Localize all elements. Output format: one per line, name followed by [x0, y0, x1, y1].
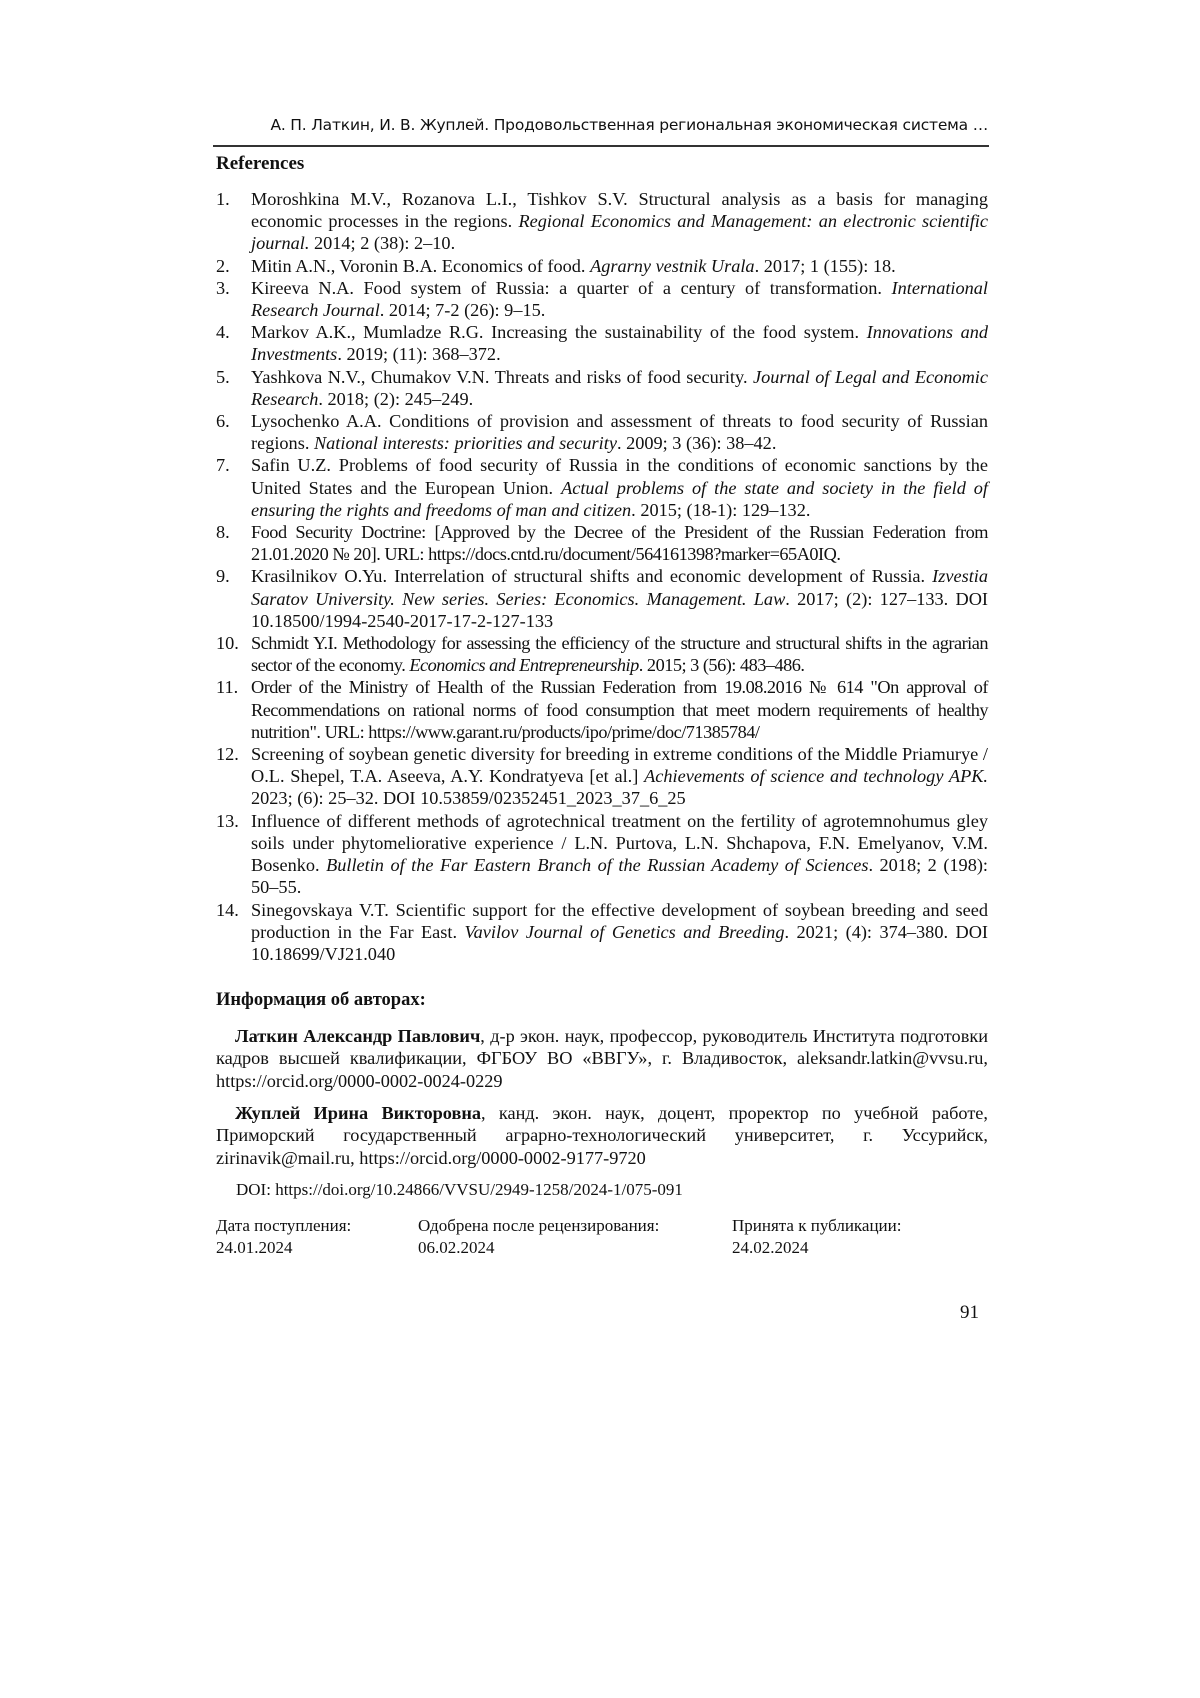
doi-line: DOI: https://doi.org/10.24866/VVSU/2949-1258/2024-1/075-091: [236, 1180, 683, 1199]
reference-item: [216, 410, 988, 454]
reference-text: Safin U.Z. Problems of food security of Russia in the conditions of economic sanctions by the United States and the European Union. Actual problems of the state and society in the field of ensuring the rights and freedoms of man and citizen. 2015; (18-1): 129–132.: [251, 455, 988, 520]
reference-item: [216, 321, 988, 365]
reference-text: Kireeva N.A. Food system of Russia: a quarter of a century of transformation. International Research Journal. 2014; 7-2 (26): 9–15.: [251, 277, 988, 321]
reference-item: [216, 565, 988, 632]
reference-text: Food Security Doctrine: [Approved by the Decree of the President of the Russian Federation from 21.01.2020 № 20]. URL: https://docs.cntd.ru/document/564161398?marker=65A0IQ.: [251, 522, 988, 565]
reference-number: 12.: [216, 744, 239, 765]
date-value: 06.02.2024: [418, 1238, 495, 1257]
reference-text: Screening of soybean genetic diversity for breeding in extreme conditions of the Middle Priamurye / O.L. Shepel, T.A. Aseeva, A.Y. Kondratyeva [et al.] Achievements of science and technology APK. 2023; (6): 25–32. DOI 10.53859/02352451_2023_37_6_25: [251, 744, 989, 809]
references-list: [216, 188, 988, 965]
reference-number: 9.: [216, 566, 230, 587]
author-details: , канд. экон. наук, доцент, проректор по учебной работе, Приморский государственный аграрно-технологический университет, г. Уссурийск, zirinavik@mail.ru, https://orcid.org/0000-0002-9177-9720: [216, 1103, 988, 1168]
authors-title: Информация об авторах:: [216, 990, 426, 1010]
author-info: [216, 1025, 988, 1092]
date-value: 24.01.2024: [216, 1238, 293, 1257]
reference-number: 14.: [216, 899, 239, 920]
reference-text: Influence of different methods of agrotechnical treatment on the fertility of agrotemnohumus gley soils under phytomeliorative experience / L.N. Purtova, L.N. Shchapova, F.N. Emelyanov, V.M. Bosenko. Bulletin of the Far Eastern Branch of the Russian Academy of Sciences. 2018; 2 (198): 50–55.: [251, 810, 989, 898]
reference-text: Markov A.K., Mumladze R.G. Increasing the sustainability of the food system. Innovations and Investments. 2019; (11): 368–372.: [251, 322, 989, 365]
reference-item: [216, 676, 988, 743]
reference-text: Schmidt Y.I. Methodology for assessing the efficiency of the structure and structural shifts in the agrarian sector of the economy. Economics and Entrepreneurship. 2015; 3 (56): 483–486.: [251, 633, 988, 676]
date-label: Принята к публикации:: [732, 1216, 902, 1235]
reference-item: [216, 899, 988, 966]
reference-item: [216, 521, 988, 565]
reference-text: Order of the Ministry of Health of the Russian Federation from 19.08.2016 № 614 "On approval of Recommendations on rational norms of food consumption that meet modern requirements of healthy nutrition". URL: https://www.garant.ru/products/ipo/prime/doc/71385784/: [251, 677, 988, 742]
reference-number: 1.: [216, 189, 230, 209]
header-rule: [213, 145, 989, 147]
reference-text: Yashkova N.V., Chumakov V.N. Threats and risks of food security. Journal of Legal and Economic Research. 2018; (2): 245–249.: [251, 366, 988, 409]
reference-text: Mitin A.N., Voronin B.A. Economics of food. Agrarny vestnik Urala. 2017; 1 (155): 18.: [251, 255, 896, 276]
running-header: А. П. Латкин, И. В. Жуплей. Продовольственная региональная экономическая система …: [270, 116, 988, 134]
reference-item: [216, 454, 988, 521]
date-approved: [418, 1215, 659, 1259]
reference-text: Moroshkina M.V., Rozanova L.I., Tishkov S.V. Structural analysis as a basis for managing economic processes in the regions. Regional Economics and Management: an electronic scientific journal. 2014; 2 (38): 2–10.: [251, 189, 988, 254]
author-details: , д-р экон. наук, профессор, руководитель Института подготовки кадров высшей квалификации, ФГБОУ ВО «ВВГУ», г. Владивосток, aleksandr.latkin@vvsu.ru, https://orcid.org/0000-0002-0024-0229: [216, 1026, 988, 1091]
reference-item: [216, 810, 988, 899]
reference-item: [216, 255, 988, 277]
reference-item: [216, 188, 988, 255]
date-label: Одобрена после рецензирования:: [418, 1216, 660, 1235]
reference-number: 7.: [216, 455, 230, 476]
reference-text: Lysochenko A.A. Conditions of provision and assessment of threats to food security of Russian regions. National interests: priorities and security. 2009; 3 (36): 38–42.: [251, 411, 988, 454]
reference-number: 5.: [216, 366, 230, 387]
date-label: Дата поступления:: [216, 1216, 352, 1235]
author-info: [216, 1102, 988, 1169]
reference-number: 13.: [216, 810, 239, 831]
reference-number: 3.: [216, 277, 230, 298]
author-name: Латкин Александр Павлович: [235, 1026, 481, 1046]
reference-text: Krasilnikov O.Yu. Interrelation of structural shifts and economic development of Russia. Izvestia Saratov University. New series. Series: Economics. Management. Law. 2017; (2): 127–133. DOI 10.18500/1994-2540-2017-17-2-127-133: [251, 566, 989, 631]
page-number: 91: [960, 1302, 979, 1323]
author-name: Жуплей Ирина Викторовна: [235, 1103, 481, 1123]
references-title: References: [216, 153, 305, 174]
date-accepted: [732, 1215, 901, 1259]
reference-number: 4.: [216, 322, 230, 343]
reference-number: 2.: [216, 255, 230, 276]
reference-number: 11.: [216, 677, 239, 698]
reference-number: 6.: [216, 411, 230, 432]
reference-item: [216, 277, 988, 321]
reference-item: [216, 743, 988, 810]
date-received: [216, 1215, 351, 1259]
reference-number: 10.: [216, 633, 239, 654]
reference-number: 8.: [216, 522, 230, 543]
reference-item: [216, 632, 988, 676]
reference-text: Sinegovskaya V.T. Scientific support for the effective development of soybean breeding and seed production in the Far East. Vavilov Journal of Genetics and Breeding. 2021; (4): 374–380. DOI 10.18699/VJ21.040: [251, 899, 988, 964]
reference-item: [216, 366, 988, 410]
date-value: 24.02.2024: [732, 1238, 809, 1257]
